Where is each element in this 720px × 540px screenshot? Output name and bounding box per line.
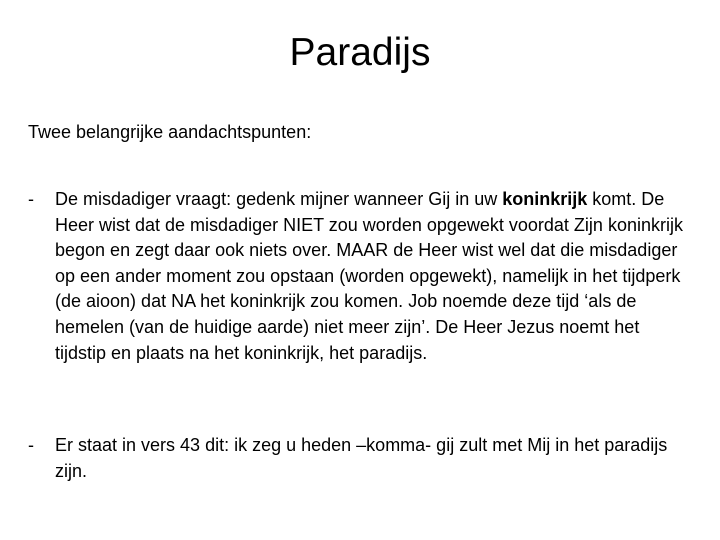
- bullet-text: [55, 187, 688, 366]
- intro-text: Twee belangrijke aandachtspunten:: [28, 122, 312, 142]
- bullet-text-bold: koninkrijk: [502, 189, 588, 209]
- bullet-text-part: komt. De Heer wist dat de misdadiger NIET zou worden opgewekt voordat Zijn koninkrijk begon en zegt daar ook niets over. MAAR de Heer wist wel dat die misdadiger op een ander moment zou opstaan (worden opgewekt), namelijk in het tijdperk (de aioon) dat NA het koninkrijk zou komen. Job noemde deze tijd ‘als de hemelen (van de huidige aarde) niet meer zijn’. De Heer Jezus noemt het tijdstip en plaats na het koninkrijk, het paradijs.: [55, 189, 683, 363]
- bullet-item: [28, 433, 688, 484]
- bullet-text-part: De misdadiger vraagt: gedenk mijner wanneer Gij in uw: [55, 189, 503, 209]
- bullet-text: Er staat in vers 43 dit: ik zeg u heden –komma- gij zult met Mij in het paradijs zijn.: [55, 435, 668, 481]
- bullet-item: [28, 187, 688, 366]
- bullet-dash: -: [28, 189, 34, 209]
- slide-title: Paradijs: [289, 31, 431, 74]
- bullet-dash: -: [28, 435, 34, 455]
